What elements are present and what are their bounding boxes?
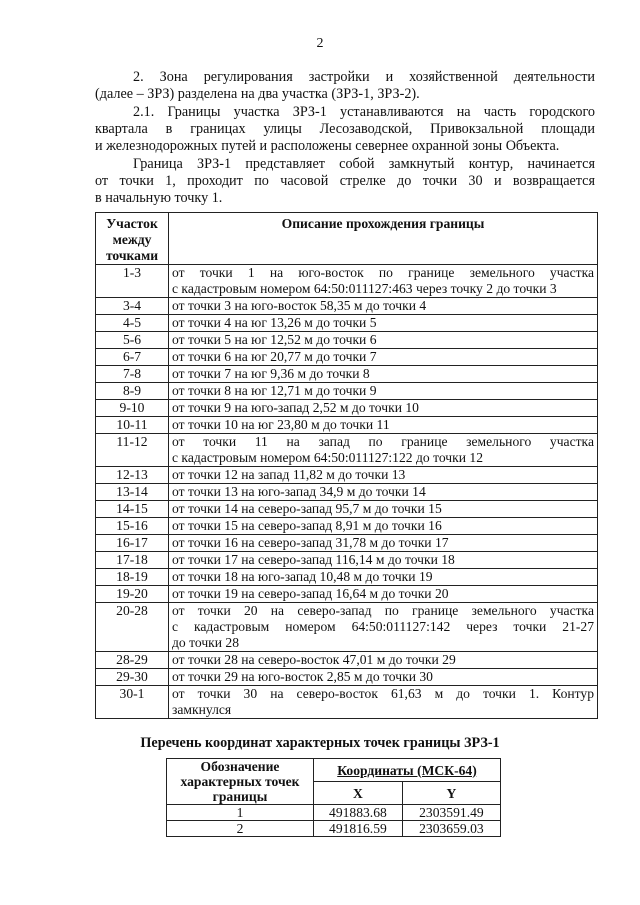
segment-cell: 1-3: [96, 265, 169, 298]
description-cell: [169, 315, 598, 332]
paragraph-line: (далее – ЗРЗ) разделена на два участка (ЗРЗ-1, ЗРЗ-2).: [95, 86, 420, 102]
description-line: от точки 14 на северо-запад 95,7 м до точки 15: [172, 501, 442, 516]
header-point-line: характерных точек: [180, 774, 300, 789]
segment-cell: 20-28: [96, 603, 169, 652]
description-line: от точки 11 на запад по границе земельного участка: [172, 434, 594, 449]
table-row: [96, 501, 598, 518]
table-row: [96, 484, 598, 501]
description-line: замкнулся: [172, 702, 232, 717]
table-row: [96, 332, 598, 349]
paragraph-zrz1-contour: [95, 156, 595, 207]
description-cell: [169, 552, 598, 569]
table-row: [167, 805, 501, 821]
boundary-table-header: [96, 213, 598, 265]
header-point: [167, 759, 314, 805]
description-cell: [169, 400, 598, 417]
paragraph-line: 2. Зона регулирования застройки и хозяйственной деятельности: [133, 69, 595, 85]
paragraph-zrz1-borders: [95, 104, 595, 155]
description-line: от точки 8 на юг 12,71 м до точки 9: [172, 383, 377, 398]
description-line: от точки 6 на юг 20,77 м до точки 7: [172, 349, 377, 364]
table-row: [96, 552, 598, 569]
description-line: от точки 12 на запад 11,82 м до точки 13: [172, 467, 406, 482]
segment-cell: 3-4: [96, 298, 169, 315]
description-cell: [169, 603, 598, 652]
coord-y-cell: 2303591.49: [402, 805, 500, 821]
table-row: [96, 535, 598, 552]
coords-title: Перечень координат характерных точек границы ЗРЗ-1: [140, 735, 500, 751]
description-line: от точки 3 на юго-восток 58,35 м до точки 4: [172, 298, 427, 313]
description-cell: [169, 265, 598, 298]
coord-point-cell: 2: [167, 821, 314, 837]
table-row: [96, 417, 598, 434]
description-cell: [169, 467, 598, 484]
coord-point-cell: 1: [167, 805, 314, 821]
description-cell: [169, 535, 598, 552]
segment-cell: 9-10: [96, 400, 169, 417]
description-line: от точки 19 на северо-запад 16,64 м до точки 20: [172, 586, 449, 601]
segment-cell: 4-5: [96, 315, 169, 332]
segment-cell: 7-8: [96, 366, 169, 383]
paragraph-zrz-intro: [95, 69, 595, 103]
description-line: с кадастровым номером 64:50:011127:122 до точки 12: [172, 450, 483, 465]
description-line: от точки 28 на северо-восток 47,01 м до точки 29: [172, 652, 456, 667]
description-cell: [169, 669, 598, 686]
header-point-line: границы: [212, 789, 268, 804]
segment-cell: 19-20: [96, 586, 169, 603]
segment-cell: 28-29: [96, 652, 169, 669]
segment-cell: 29-30: [96, 669, 169, 686]
table-row: [96, 315, 598, 332]
table-row: [96, 265, 598, 298]
header-segment-line: точками: [105, 248, 159, 263]
header-segment-line: между: [112, 232, 152, 247]
description-line: с кадастровым номером 64:50:011127:142 через точки 21-27: [172, 619, 594, 634]
segment-cell: 10-11: [96, 417, 169, 434]
description-line: от точки 17 на северо-запад 116,14 м до точки 18: [172, 552, 455, 567]
header-coords: Координаты (МСК-64): [314, 759, 501, 782]
header-x: X: [314, 782, 403, 805]
paragraph-line: и железнодорожных путей и расположены севернее охранной зоны Объекта.: [95, 138, 560, 154]
description-line: от точки 1 на юго-восток по границе земельного участка: [172, 265, 594, 280]
page-number: 2: [316, 36, 324, 51]
description-cell: [169, 501, 598, 518]
segment-cell: 5-6: [96, 332, 169, 349]
table-row: [96, 383, 598, 400]
segment-cell: 17-18: [96, 552, 169, 569]
header-description: Описание прохождения границы: [169, 213, 598, 265]
description-line: от точки 20 на северо-запад по границе земельного участка: [172, 603, 594, 618]
description-line: от точки 7 на юг 9,36 м до точки 8: [172, 366, 370, 381]
description-cell: [169, 686, 598, 719]
description-cell: [169, 298, 598, 315]
segment-cell: 8-9: [96, 383, 169, 400]
table-row: [96, 669, 598, 686]
description-line: от точки 18 на юго-запад 10,48 м до точки 19: [172, 569, 433, 584]
description-cell: [169, 332, 598, 349]
paragraph-line: в начальную точку 1.: [95, 190, 223, 206]
description-line: от точки 30 на северо-восток 61,63 м до точки 1. Контур: [172, 686, 594, 701]
description-line: от точки 5 на юг 12,52 м до точки 6: [172, 332, 377, 347]
description-line: от точки 16 на северо-запад 31,78 м до точки 17: [172, 535, 449, 550]
table-row: [96, 366, 598, 383]
table-row: [96, 586, 598, 603]
segment-cell: 12-13: [96, 467, 169, 484]
description-cell: [169, 383, 598, 400]
description-line: от точки 9 на юго-запад 2,52 м до точки 10: [172, 400, 419, 415]
description-line: до точки 28: [172, 635, 240, 650]
segment-cell: 16-17: [96, 535, 169, 552]
description-line: с кадастровым номером 64:50:011127:463 через точку 2 до точки 3: [172, 281, 557, 296]
coord-x-cell: 491816.59: [314, 821, 403, 837]
table-row: [96, 349, 598, 366]
coords-table: [166, 758, 501, 837]
header-segment: [96, 213, 169, 265]
table-row: [96, 686, 598, 719]
paragraph-line: 2.1. Границы участка ЗРЗ-1 устанавливаются на часть городского: [133, 104, 595, 120]
description-cell: [169, 569, 598, 586]
description-line: от точки 4 на юг 13,26 м до точки 5: [172, 315, 377, 330]
coord-y-cell: 2303659.03: [402, 821, 500, 837]
segment-cell: 18-19: [96, 569, 169, 586]
table-row: [96, 400, 598, 417]
description-cell: [169, 434, 598, 467]
table-row: [96, 518, 598, 535]
description-line: от точки 15 на северо-запад 8,91 м до точки 16: [172, 518, 442, 533]
table-row: [96, 569, 598, 586]
header-y: Y: [402, 782, 500, 805]
description-cell: [169, 652, 598, 669]
paragraph-line: Граница ЗРЗ-1 представляет собой замкнутый контур, начинается: [133, 156, 595, 172]
table-row: [96, 434, 598, 467]
segment-cell: 13-14: [96, 484, 169, 501]
table-row: [96, 467, 598, 484]
description-line: от точки 10 на юг 23,80 м до точки 11: [172, 417, 390, 432]
segment-cell: 6-7: [96, 349, 169, 366]
segment-cell: 15-16: [96, 518, 169, 535]
table-row: [167, 821, 501, 837]
description-cell: [169, 586, 598, 603]
description-cell: [169, 349, 598, 366]
segment-cell: 14-15: [96, 501, 169, 518]
description-line: от точки 29 на юго-восток 2,85 м до точки 30: [172, 669, 433, 684]
header-segment-line: Участок: [106, 216, 158, 231]
segment-cell: 30-1: [96, 686, 169, 719]
description-cell: [169, 366, 598, 383]
description-cell: [169, 417, 598, 434]
description-line: от точки 13 на юго-запад 34,9 м до точки 14: [172, 484, 426, 499]
table-row: [96, 652, 598, 669]
header-point-line: Обозначение: [200, 759, 280, 774]
paragraph-line: квартала в границах улицы Лесозаводской, Привокзальной площади: [95, 121, 595, 137]
coord-x-cell: 491883.68: [314, 805, 403, 821]
table-row: [96, 298, 598, 315]
description-cell: [169, 518, 598, 535]
segment-cell: 11-12: [96, 434, 169, 467]
table-row: [96, 603, 598, 652]
boundary-table: [95, 212, 598, 719]
description-cell: [169, 484, 598, 501]
paragraph-line: от точки 1, проходит по часовой стрелке до точки 30 и возвращается: [95, 173, 595, 189]
